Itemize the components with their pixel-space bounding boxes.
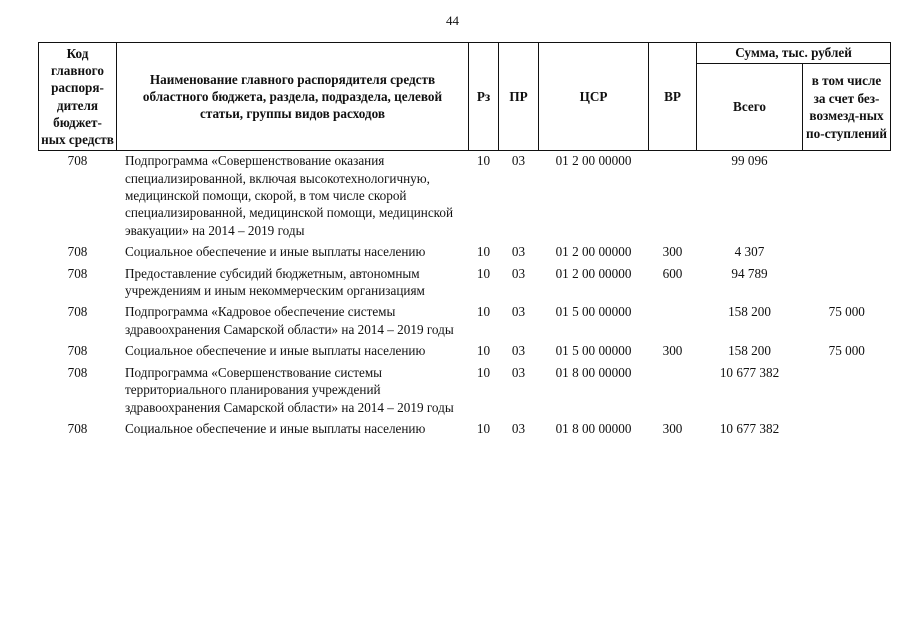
row-vr: 300 (662, 420, 683, 436)
row-name: Подпрограмма «Совершенствование системы территориального планирования учреждений здравоохранения Самарской области» на 2014 – 2019 годы (125, 364, 454, 415)
row-name: Предоставление субсидий бюджетным, автономным учреждениям и иным некоммерческим организациям (125, 265, 425, 299)
row-rz: 10 (476, 153, 491, 169)
table-header (39, 43, 891, 151)
row-name: Социальное обеспечение и иные выплаты населению (125, 244, 426, 260)
header-free: в том числе за счет без-возмезд-ных по-ступлений (803, 64, 891, 151)
row-free: 75 000 (828, 304, 865, 320)
row-code: 708 (67, 244, 88, 260)
table-row (39, 302, 891, 341)
budget-table (38, 42, 891, 440)
row-vr: 300 (662, 343, 683, 359)
row-free (803, 363, 891, 419)
row-pr: 03 (511, 304, 526, 320)
row-free: 75 000 (828, 343, 865, 359)
row-total: 158 200 (728, 304, 771, 320)
header-vr: ВР (649, 43, 697, 151)
header-csr: ЦСР (539, 43, 649, 151)
row-pr: 03 (511, 153, 526, 169)
row-csr: 01 8 00 00000 (555, 420, 632, 436)
row-vr (649, 151, 697, 243)
row-free (803, 242, 891, 263)
row-pr: 03 (511, 420, 526, 436)
row-rz: 10 (476, 265, 491, 281)
row-name: Социальное обеспечение и иные выплаты населению (125, 343, 426, 359)
row-rz: 10 (476, 364, 491, 380)
header-code: Код главного распоря-дителя бюджет-ных средств (39, 43, 117, 151)
header-sum-group: Сумма, тыс. рублей (697, 43, 891, 64)
row-csr: 01 5 00 00000 (555, 304, 632, 320)
header-name: Наименование главного распорядителя средств областного бюджета, раздела, подраздела, целевой статьи, группы видов расходов (117, 43, 469, 151)
row-pr: 03 (511, 244, 526, 260)
row-name: Подпрограмма «Кадровое обеспечение системы здравоохранения Самарской области» на 2014 – 2019 годы (125, 304, 454, 337)
table-row (39, 419, 891, 440)
row-total: 10 677 382 (719, 364, 780, 380)
header-total: Всего (697, 64, 803, 151)
header-pr: ПР (499, 43, 539, 151)
row-total: 94 789 (731, 265, 768, 281)
row-free (803, 419, 891, 440)
table-row (39, 341, 891, 362)
table-row (39, 363, 891, 419)
row-vr (649, 302, 697, 341)
row-rz: 10 (476, 244, 491, 260)
row-code: 708 (67, 343, 88, 359)
row-free (803, 264, 891, 303)
row-code: 708 (67, 364, 88, 380)
row-name: Социальное обеспечение и иные выплаты населению (125, 420, 426, 436)
row-pr: 03 (511, 364, 526, 380)
row-csr: 01 2 00 00000 (555, 244, 632, 260)
table-row (39, 242, 891, 263)
header-rz: Рз (469, 43, 499, 151)
row-total: 158 200 (728, 343, 771, 359)
row-csr: 01 2 00 00000 (555, 153, 632, 169)
table-body (39, 151, 891, 441)
row-pr: 03 (511, 343, 526, 359)
row-rz: 10 (476, 420, 491, 436)
row-vr: 300 (662, 244, 683, 260)
row-total: 99 096 (731, 153, 768, 169)
row-rz: 10 (476, 304, 491, 320)
row-pr: 03 (511, 265, 526, 281)
row-code: 708 (67, 420, 88, 436)
row-code: 708 (67, 265, 88, 281)
row-csr: 01 2 00 00000 (555, 265, 632, 281)
page-number: 44 (446, 13, 459, 28)
row-total: 4 307 (734, 244, 765, 260)
row-name: Подпрограмма «Совершенствование оказания специализированной, включая высокотехнологичную, медицинской помощи, скорой, в том числе скорой специализированной, медицинской помощи, медицинской эвакуации» на 2014 – 2019 годы (125, 153, 454, 238)
table-row (39, 264, 891, 303)
row-code: 708 (67, 304, 88, 320)
row-code: 708 (67, 153, 88, 169)
row-vr: 600 (662, 265, 683, 281)
row-vr (649, 363, 697, 419)
table-row (39, 151, 891, 243)
row-total: 10 677 382 (719, 420, 780, 436)
row-csr: 01 5 00 00000 (555, 343, 632, 359)
row-free (803, 151, 891, 243)
row-rz: 10 (476, 343, 491, 359)
row-csr: 01 8 00 00000 (555, 364, 632, 380)
